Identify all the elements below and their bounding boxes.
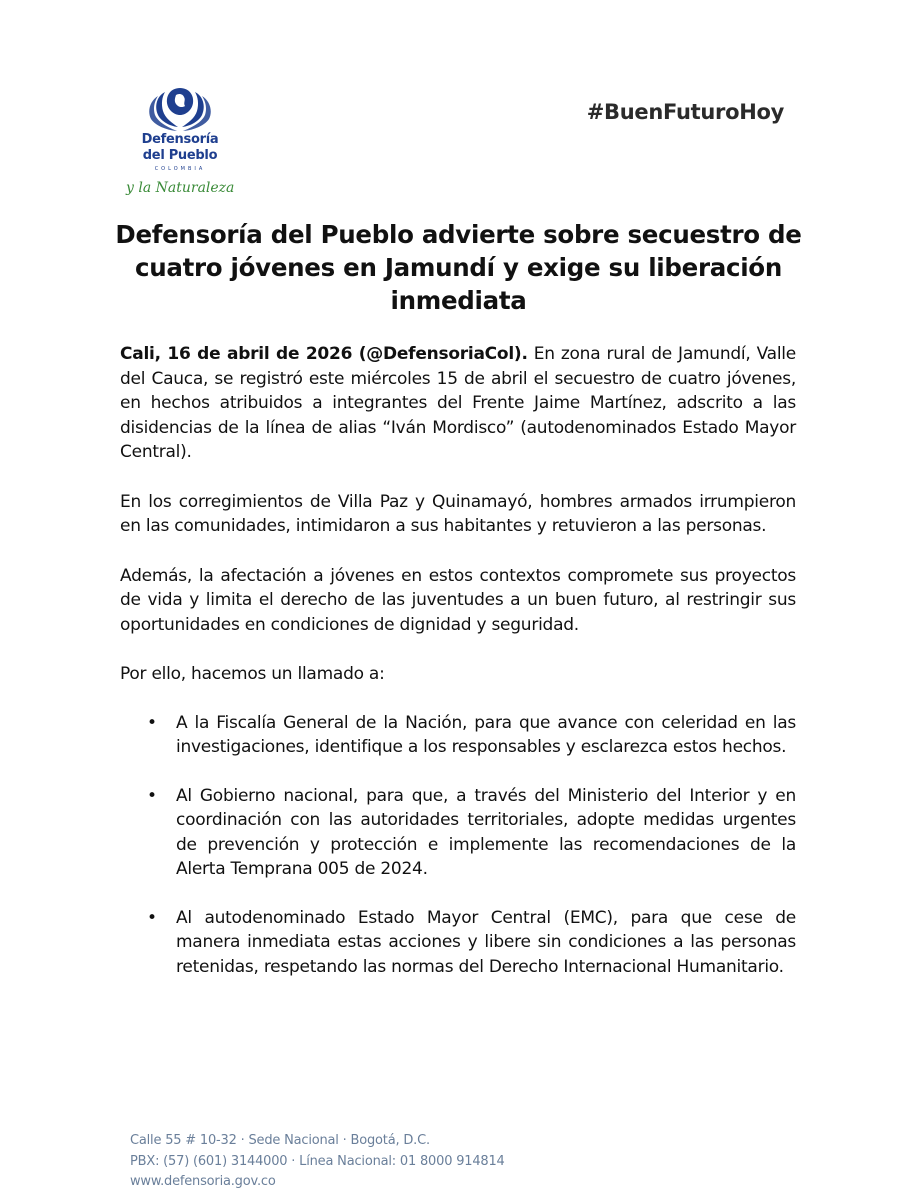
call-emc: Al autodenominado Estado Mayor Central (EMC), para que cese de manera inmediata estas acciones y libere sin condiciones a las personas retenidas, respetando las normas del Derecho Internacional Humanitario. [176, 907, 796, 977]
paragraph-villa-paz: En los corregimientos de Villa Paz y Quinamayó, hombres armados irrumpieron en las comunidades, intimidaron a sus habitantes y retuvieron a las personas. [120, 491, 796, 536]
logo-tagline: y la Naturaleza [126, 180, 235, 196]
footer-address: Calle 55 # 10-32 · Sede Nacional · Bogotá, D.C. [130, 1133, 430, 1148]
footer-contact [130, 1131, 505, 1193]
bullet-icon: • [147, 907, 157, 928]
paragraph-intro [120, 342, 796, 465]
press-release-title: Defensoría del Pueblo advierte sobre secuestro de cuatro jóvenes en Jamundí y exige su liberación inmediata [115, 220, 802, 315]
bullet-icon: • [147, 712, 157, 733]
call-gobierno: Al Gobierno nacional, para que, a través del Ministerio del Interior y en coordinación con las autoridades territoriales, adopte medidas urgentes de prevención y protección e implemente las recomendaciones de la Alerta Temprana 005 de 2024. [176, 785, 796, 879]
paragraph-youth-impact: Además, la afectación a jóvenes en estos contextos compromete sus proyectos de vida y limita el derecho de las juventudes a un buen futuro, al restringir sus oportunidades en condiciones de dignidad y seguridad. [120, 565, 796, 635]
hands-emblem-icon [145, 84, 215, 134]
list-item [120, 906, 796, 980]
list-item [120, 711, 796, 760]
bullet-icon: • [147, 785, 157, 806]
paragraph-intro-text: En zona rural de Jamundí, Valle del Cauca, se registró este miércoles 15 de abril el secuestro de cuatro jóvenes, en hechos atribuidos a integrantes del Frente Jaime Martínez, adscrito a las disidencias de la línea de alias “Iván Mordisco” (autodenominados Estado Mayor Central). [120, 344, 796, 462]
call-intro: Por ello, hacemos un llamado a: [120, 664, 385, 684]
call-fiscalia: A la Fiscalía General de la Nación, para que avance con celeridad en las investigaciones, identifique a los responsables y esclarezca estos hechos. [176, 712, 796, 757]
footer-phone: PBX: (57) (601) 3144000 · Línea Nacional: 01 8000 914814 [130, 1153, 505, 1169]
press-release-body [120, 342, 796, 1003]
dateline: Cali, 16 de abril de 2026 (@DefensoriaCol). [120, 344, 528, 364]
logo-country: COLOMBIA [154, 166, 206, 172]
footer-website: www.defensoria.gov.co [130, 1174, 276, 1189]
calls-list [120, 711, 796, 980]
logo-name-line2: del Pueblo [142, 148, 218, 163]
logo-name-line1: Defensoría [141, 132, 219, 147]
logo-name [136, 132, 224, 164]
list-item [120, 784, 796, 882]
campaign-hashtag: #BuenFuturoHoy [586, 100, 784, 124]
